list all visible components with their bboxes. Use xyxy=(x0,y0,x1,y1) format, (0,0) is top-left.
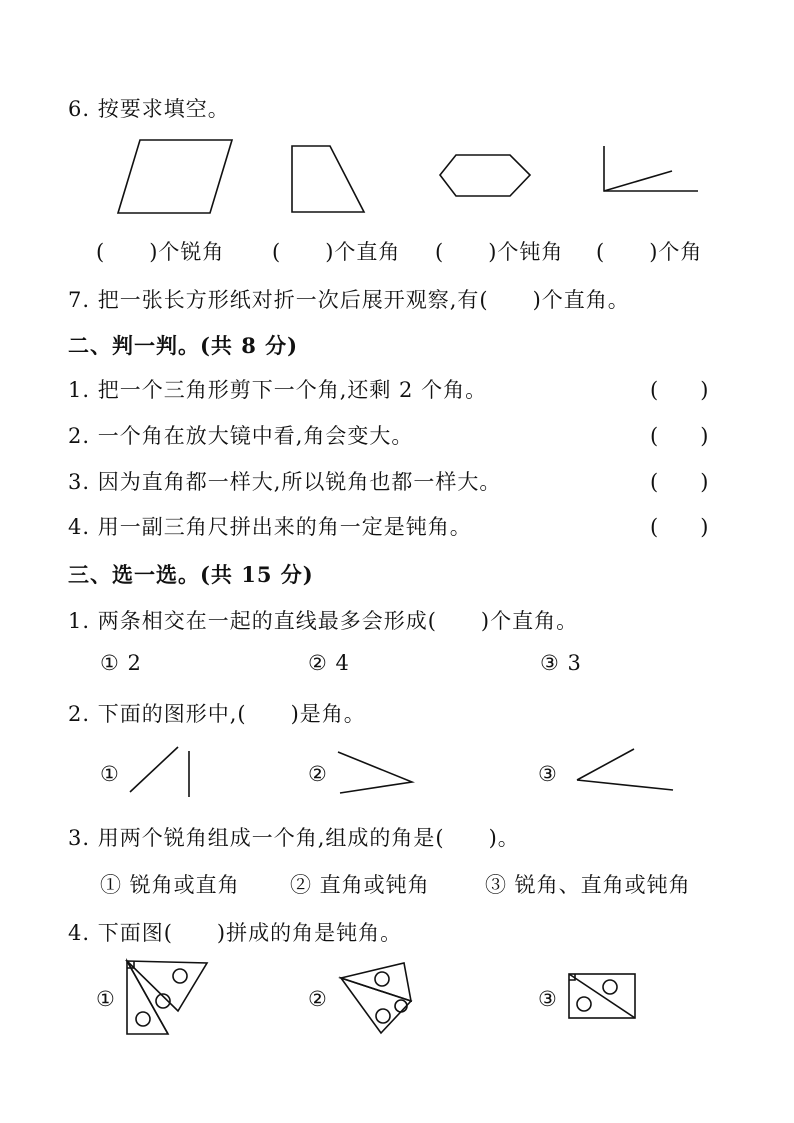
judge-answer-1[interactable]: ( ) xyxy=(650,378,709,402)
choose-q1-option-1[interactable]: ① 2 xyxy=(100,651,142,675)
choose-q4-label-3[interactable]: ③ xyxy=(538,987,558,1011)
choose-q3-option-1[interactable]: ① 锐角或直角 xyxy=(100,873,240,897)
choose-q1-text: 1. 两条相交在一起的直线最多会形成( )个直角。 xyxy=(68,609,579,633)
judge-item-1: 1. 把一个三角形剪下一个角,还剩 2 个角。 xyxy=(68,378,488,402)
choose-q3-option-2[interactable]: ② 直角或钝角 xyxy=(290,873,430,897)
section3-header: 三、选一选。(共 15 分) xyxy=(68,562,314,587)
q6-blank-angle[interactable]: ( )个角 xyxy=(596,240,703,264)
choose-q4-label-1[interactable]: ① xyxy=(96,987,116,1011)
q6-blank-right[interactable]: ( )个直角 xyxy=(272,240,401,264)
choose-q3-option-3[interactable]: ③ 锐角、直角或钝角 xyxy=(485,873,691,897)
judge-answer-4[interactable]: ( ) xyxy=(650,515,709,539)
q7-text: 7. 把一张长方形纸对折一次后展开观察,有( )个直角。 xyxy=(68,288,630,312)
choose-q2-label-2[interactable]: ② xyxy=(308,762,328,786)
choose-q1-option-2[interactable]: ② 4 xyxy=(308,651,350,675)
q6-blank-acute[interactable]: ( )个锐角 xyxy=(96,240,225,264)
judge-item-4: 4. 用一副三角尺拼出来的角一定是钝角。 xyxy=(68,515,472,539)
choose-q4-label-2[interactable]: ② xyxy=(308,987,328,1011)
choose-q1-option-3[interactable]: ③ 3 xyxy=(540,651,582,675)
choose-q2-label-1[interactable]: ① xyxy=(100,762,120,786)
choose-q2-text: 2. 下面的图形中,( )是角。 xyxy=(68,702,366,726)
choose-q4-text: 4. 下面图( )拼成的角是钝角。 xyxy=(68,921,403,945)
judge-item-3: 3. 因为直角都一样大,所以锐角也都一样大。 xyxy=(68,470,502,494)
choose-q2-label-3[interactable]: ③ xyxy=(538,762,558,786)
judge-answer-2[interactable]: ( ) xyxy=(650,424,709,448)
section2-header: 二、判一判。(共 8 分) xyxy=(68,333,299,358)
q6-title: 6. 按要求填空。 xyxy=(68,97,230,121)
choose-q3-text: 3. 用两个锐角组成一个角,组成的角是( )。 xyxy=(68,826,520,850)
judge-item-2: 2. 一个角在放大镜中看,角会变大。 xyxy=(68,424,414,448)
judge-answer-3[interactable]: ( ) xyxy=(650,470,709,494)
q6-blank-obtuse[interactable]: ( )个钝角 xyxy=(435,240,564,264)
